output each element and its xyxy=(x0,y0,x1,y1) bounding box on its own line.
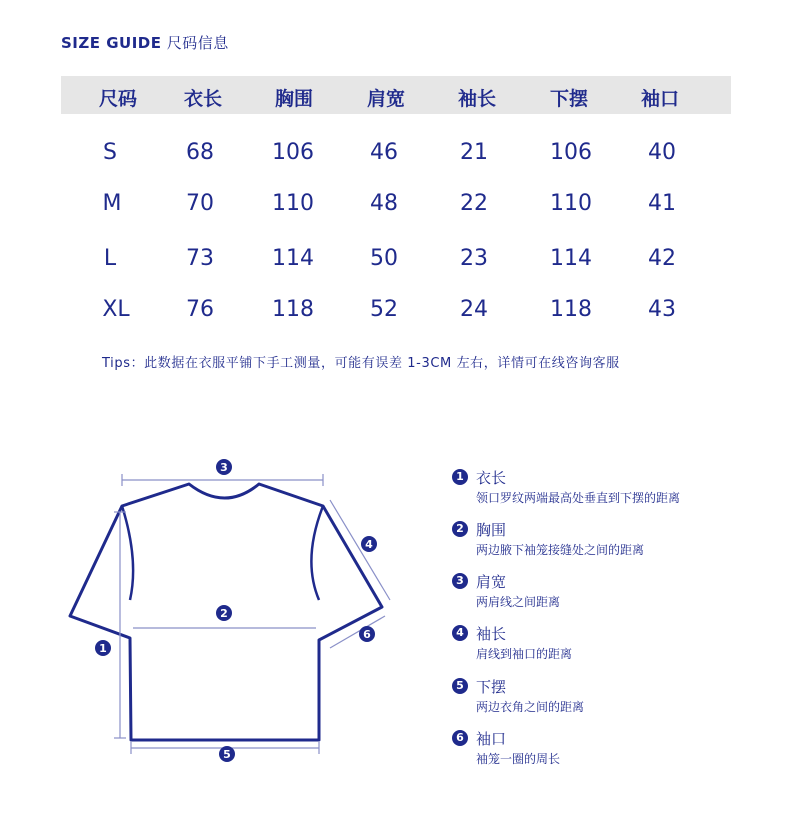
legend-name: 袖口 xyxy=(476,730,507,748)
cell-hem: 118 xyxy=(550,297,592,322)
cell-hem: 114 xyxy=(550,246,592,271)
cell-length: 68 xyxy=(186,140,214,165)
number-badge-icon: 4 xyxy=(452,625,468,641)
cell-size: L xyxy=(103,246,117,271)
cell-cuff: 43 xyxy=(648,297,676,322)
svg-text:3: 3 xyxy=(220,461,228,474)
cell-shoulder: 50 xyxy=(370,246,398,271)
legend-name: 胸围 xyxy=(476,521,507,539)
cell-cuff: 40 xyxy=(648,140,676,165)
cell-chest: 118 xyxy=(272,297,314,322)
cell-chest: 110 xyxy=(272,191,314,216)
cell-shoulder: 46 xyxy=(370,140,398,165)
left-armhole-seam xyxy=(122,506,133,600)
title-en: SIZE GUIDE xyxy=(61,34,162,52)
cell-hem: 110 xyxy=(550,191,592,216)
header-hem: 下摆 xyxy=(549,88,589,110)
cell-sleeve-length: 23 xyxy=(460,246,488,271)
number-badge-icon: 2 xyxy=(452,521,468,537)
legend-desc: 两肩线之间距离 xyxy=(476,595,561,609)
cell-sleeve-length: 22 xyxy=(460,191,488,216)
legend-desc: 领口罗纹两端最高处垂直到下摆的距离 xyxy=(476,491,681,505)
legend-name: 肩宽 xyxy=(476,573,507,591)
header-size: 尺码 xyxy=(98,88,138,110)
svg-text:6: 6 xyxy=(363,628,371,641)
cell-chest: 114 xyxy=(272,246,314,271)
legend-desc: 两边腋下袖笼接缝处之间的距离 xyxy=(476,543,645,557)
cell-chest: 106 xyxy=(272,140,314,165)
cell-cuff: 42 xyxy=(648,246,676,271)
cell-length: 70 xyxy=(186,191,214,216)
tips-text: Tips：此数据在衣服平铺下手工测量，可能有误差 1-3CM 左右，详情可在线咨询客服 xyxy=(102,356,620,371)
legend-desc: 袖笼一圈的周长 xyxy=(476,752,561,766)
number-badge-icon: 5 xyxy=(452,678,468,694)
title-cn: 尺码信息 xyxy=(166,34,229,52)
legend-name: 衣长 xyxy=(476,469,507,487)
right-armhole-seam xyxy=(311,506,323,600)
svg-text:2: 2 xyxy=(220,607,228,620)
cell-sleeve-length: 24 xyxy=(460,297,488,322)
header-chest: 胸围 xyxy=(274,88,314,110)
cell-length: 76 xyxy=(186,297,214,322)
cell-length: 73 xyxy=(186,246,214,271)
header-cuff: 袖口 xyxy=(640,88,680,110)
cell-hem: 106 xyxy=(550,140,592,165)
legend-name: 袖长 xyxy=(476,625,507,643)
marker-6 xyxy=(359,626,375,642)
legend-desc: 肩线到袖口的距离 xyxy=(476,647,573,661)
number-badge-icon: 3 xyxy=(452,573,468,589)
svg-text:4: 4 xyxy=(365,538,373,551)
marker-2 xyxy=(216,605,232,621)
number-badge-icon: 6 xyxy=(452,730,468,746)
svg-text:5: 5 xyxy=(223,748,231,761)
legend-desc: 两边衣角之间的距离 xyxy=(476,700,585,714)
cell-size: S xyxy=(103,140,117,165)
legend-name: 下摆 xyxy=(476,678,507,696)
marker-4 xyxy=(361,536,377,552)
marker-5 xyxy=(219,746,235,762)
header-shoulder: 肩宽 xyxy=(366,88,406,110)
cell-cuff: 41 xyxy=(648,191,676,216)
cell-size: XL xyxy=(102,297,130,322)
header-sleeve-length: 袖长 xyxy=(457,88,497,110)
cell-sleeve-length: 21 xyxy=(460,140,488,165)
svg-text:1: 1 xyxy=(99,642,107,655)
cell-size: M xyxy=(102,191,122,216)
number-badge-icon: 1 xyxy=(452,469,468,485)
marker-1 xyxy=(95,640,111,656)
cell-shoulder: 48 xyxy=(370,191,398,216)
cell-shoulder: 52 xyxy=(370,297,398,322)
measure-line-sleeve xyxy=(330,500,390,600)
marker-3 xyxy=(216,459,232,475)
header-length: 衣长 xyxy=(183,88,223,110)
